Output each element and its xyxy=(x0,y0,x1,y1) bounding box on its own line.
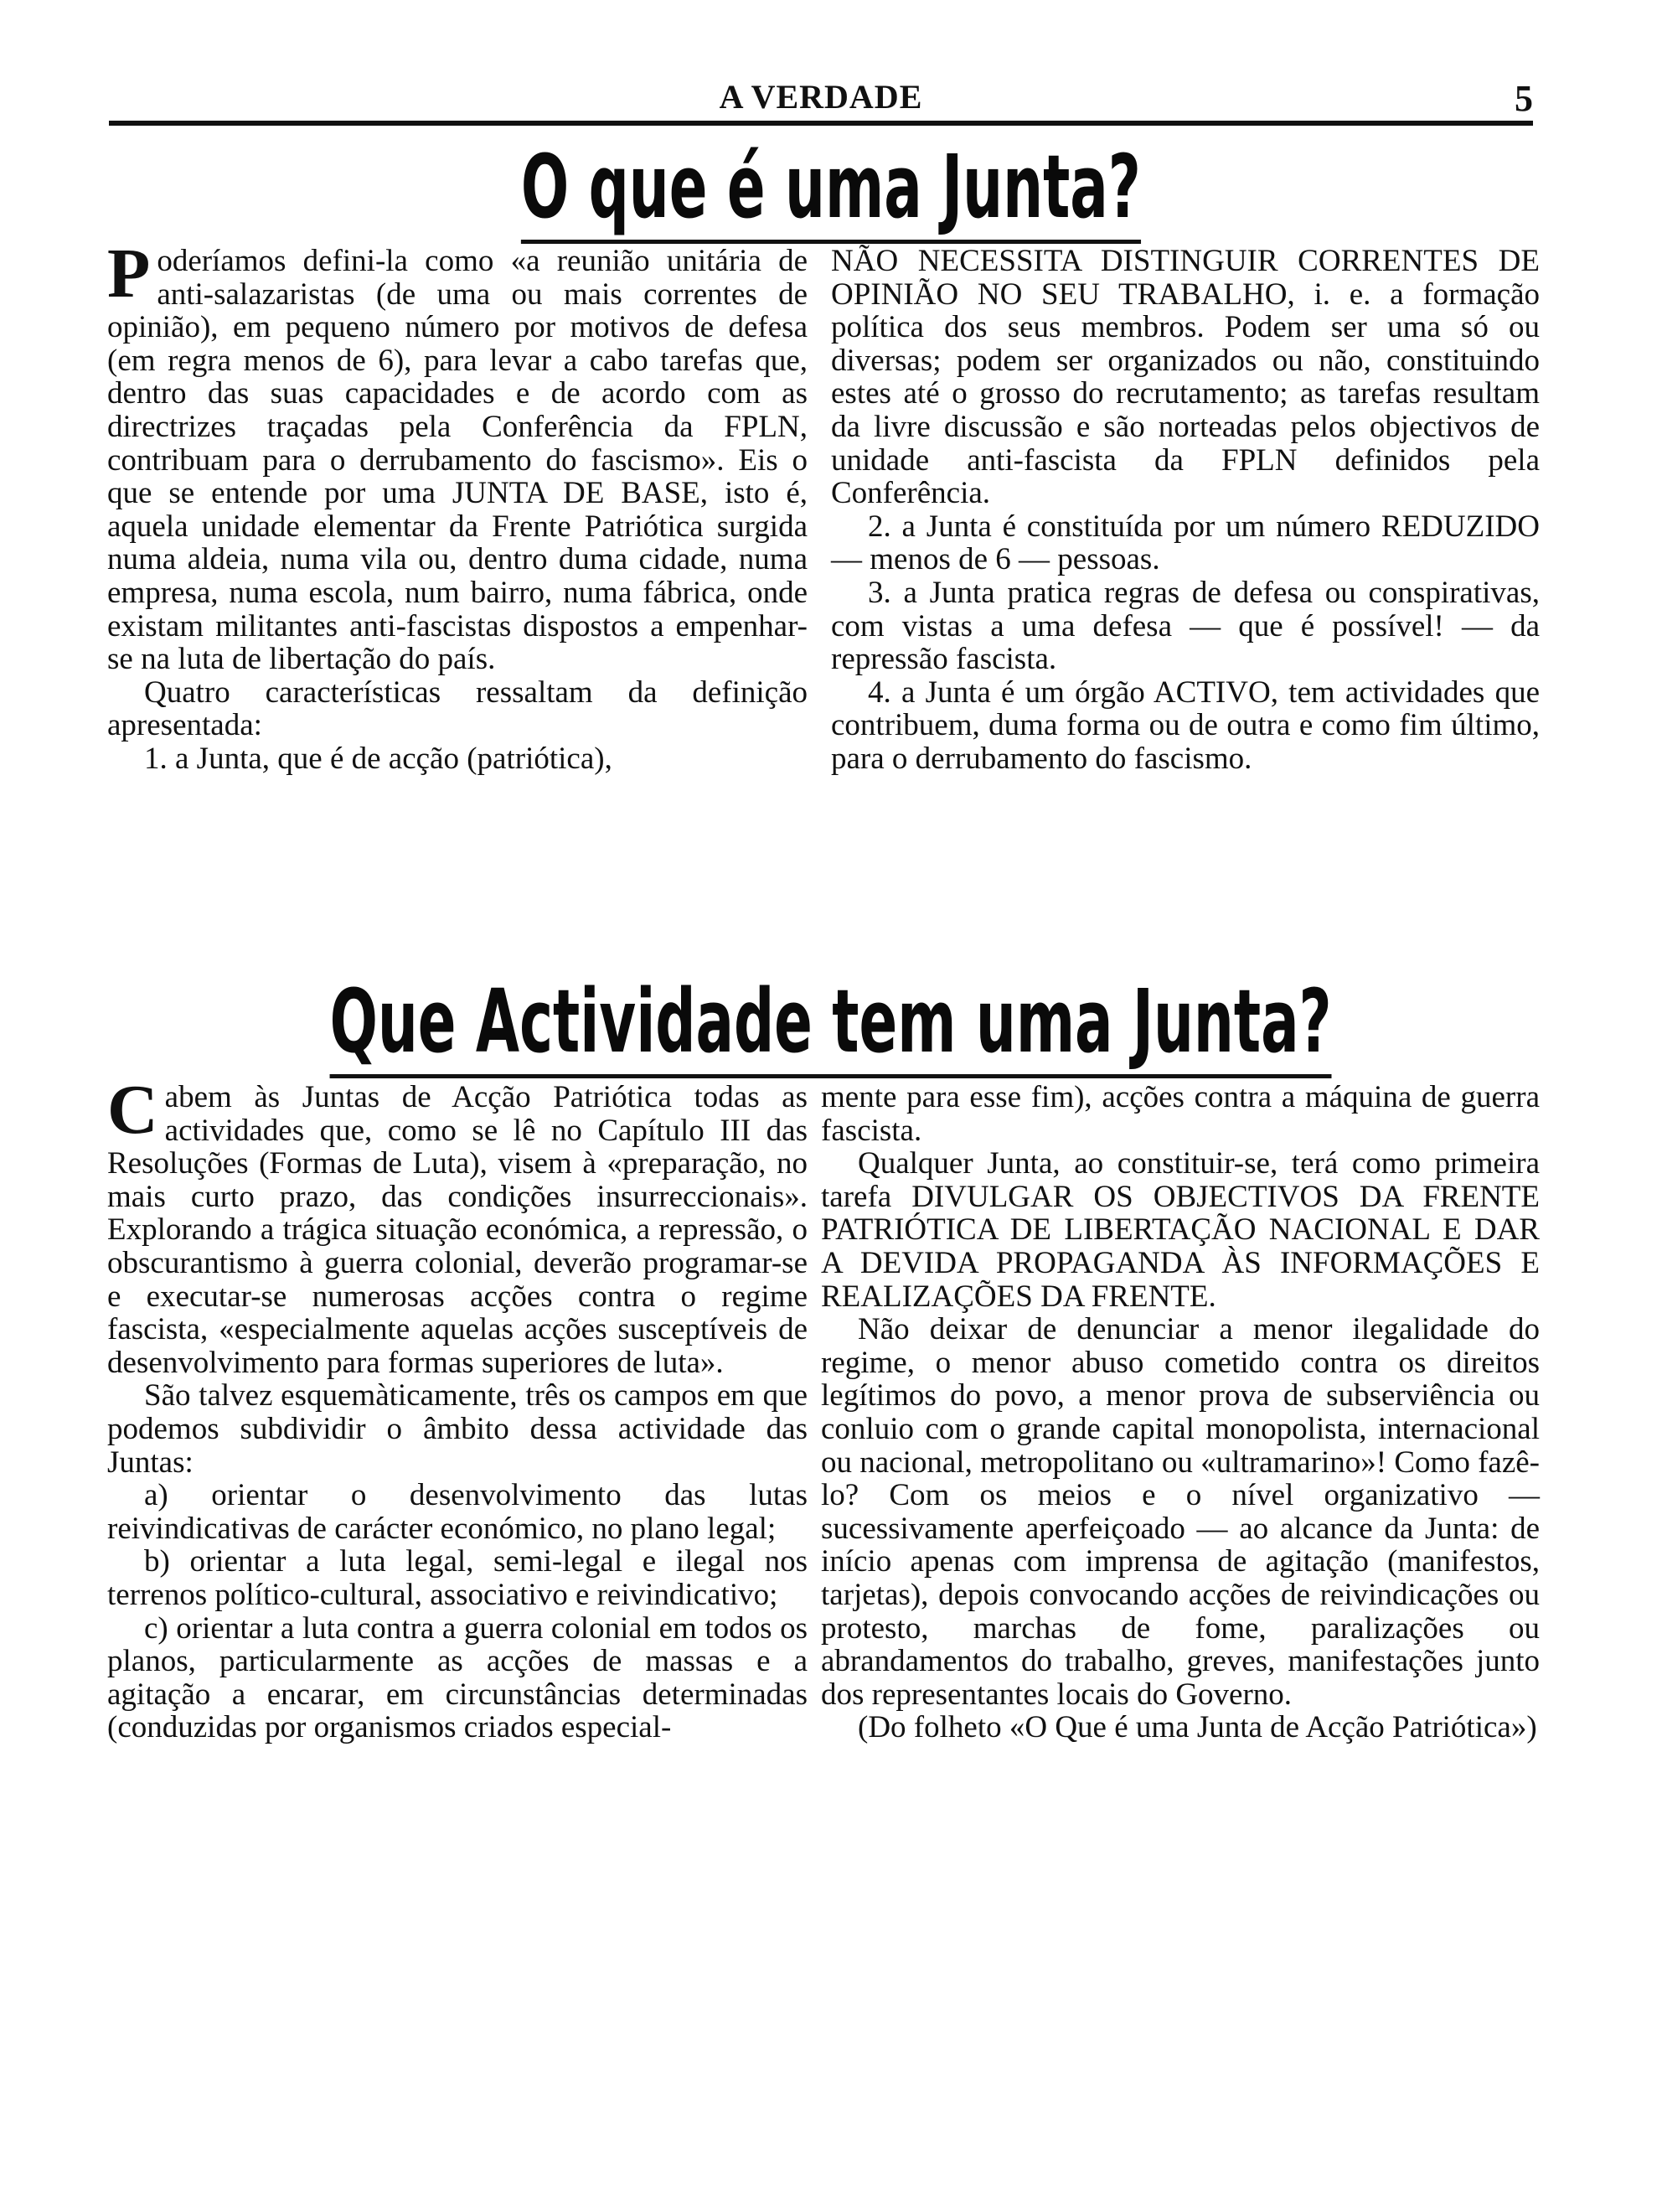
source-note: (Do folheto «O Que é uma Junta de Acção Patriótica») xyxy=(858,1710,1537,1745)
paragraph: mente para esse fim), acções contra a máquina de guerra fascista. xyxy=(821,1080,1540,1148)
paragraph: c) orientar a luta contra a guerra colonial em todos os planos, particularmente as acções de massas e a agitação a encarar, em circunstâncias determinadas (conduzidas por organismos criados especial- xyxy=(107,1610,808,1745)
paragraph: 2. a Junta é constituída por um número REDUZIDO — menos de 6 — pessoas. xyxy=(831,509,1540,577)
drop-cap: P xyxy=(107,235,151,313)
paragraph: NÃO NECESSITA DISTINGUIR CORRENTES DE OPINIÃO NO SEU TRABALHO, i. e. a formação política dos seus membros. Podem ser uma só ou diversas; podem ser organizados ou não, constituindo estes até o grosso do recrutamento; as tarefas resultam da livre discussão e são norteadas pelos objectivos de unidade anti-fascista da FPLN definidos pela Conferência. xyxy=(831,244,1540,511)
paragraph: b) orientar a luta legal, semi-legal e ilegal nos terrenos político-cultural, associativo e reivindicativo; xyxy=(107,1544,808,1612)
paragraph: Poderíamos defini-la como «a reunião unitária de anti-salazaristas (de uma ou mais correntes de opinião), em pequeno número por motivos de defesa (em regra menos de 6), para levar a cabo tarefas que, dentro das suas capacidades e de acordo com as directrizes traçadas pela Conferência da FPLN, contribuam para o derrubamento do fascismo». Eis o que se entende por uma JUNTA DE BASE, isto é, aquela unidade elementar da Frente Patriótica surgida numa aldeia, numa vila ou, dentro duma cidade, numa empresa, numa escola, num bairro, numa fábrica, onde existam militantes anti-fascistas dispostos a empenhar-se na luta de libertação do país. xyxy=(107,235,808,677)
article-column-left xyxy=(107,1071,808,2044)
paragraph: a) orientar o desenvolvimento das lutas reivindicativas de carácter económico, no plano legal; xyxy=(107,1478,808,1546)
article-column-right xyxy=(821,1081,1540,2044)
paragraph: 1. a Junta, que é de acção (patriótica), xyxy=(144,741,612,776)
article-column-right xyxy=(831,245,1540,948)
page-number: 5 xyxy=(1515,78,1533,119)
paragraph: 3. a Junta pratica regras de defesa ou conspirativas, com vistas a uma defesa — que é possível! — da repressão fascista. xyxy=(831,575,1540,677)
paragraph: Quatro características ressaltam da definição apresentada: xyxy=(107,674,808,743)
paragraph: Não deixar de denunciar a menor ilegalidade do regime, o menor abuso cometido contra os direitos legítimos do povo, a menor prova de subserviência ou conluio com o grande capital monopolista, internacional ou nacional, metropolitano ou «ultramarino»! Como fazê-lo? Com os meios e o nível organizativo — sucessivamente aperfeiçoado — ao alcance da Junta: de início apenas com imprensa de agitação (manifestos, tarjetas), depois convocando acções de reivindicações ou protesto, marchas de fome, paralizações ou abrandamentos do trabalho, greves, manifestações junto dos representantes locais do Governo. xyxy=(821,1312,1540,1712)
newspaper-name: A VERDADE xyxy=(719,78,923,116)
drop-cap: C xyxy=(107,1071,158,1149)
article-title: O que é uma Junta? xyxy=(0,136,1662,244)
paragraph: 4. a Junta é um órgão ACTIVO, tem actividades que contribuem, duma forma ou de outra e como fim último, para o derrubamento do fascismo. xyxy=(831,674,1540,776)
paragraph: Qualquer Junta, ao constituir-se, terá como primeira tarefa DIVULGAR OS OBJECTIVOS DA FRENTE PATRIÓTICA DE LIBERTAÇÃO NACIONAL E DAR A DEVIDA PROPAGANDA ÀS INFORMAÇÕES E REALIZAÇÕES DA FRENTE. xyxy=(821,1146,1540,1314)
page-header xyxy=(109,77,1533,127)
paragraph: Cabem às Juntas de Acção Patriótica todas as actividades que, como se lê no Capítulo III das Resoluções (Formas de Luta), visem à «preparação, no mais curto prazo, das condições insurreccionais». Explorando a trágica situação económica, a repressão, o obscurantismo à guerra colonial, deverão programar-se e executar-se numerosas acções contra o regime fascista, «especialmente aquelas acções susceptíveis de desenvolvimento para formas superiores de luta». xyxy=(107,1071,808,1380)
article-title: Que Actividade tem uma Junta? xyxy=(0,970,1662,1078)
article-column-left xyxy=(107,235,808,948)
header-rule xyxy=(109,121,1533,126)
paragraph: São talvez esquemàticamente, três os campos em que podemos subdividir o âmbito dessa actividade das Juntas: xyxy=(107,1378,808,1480)
